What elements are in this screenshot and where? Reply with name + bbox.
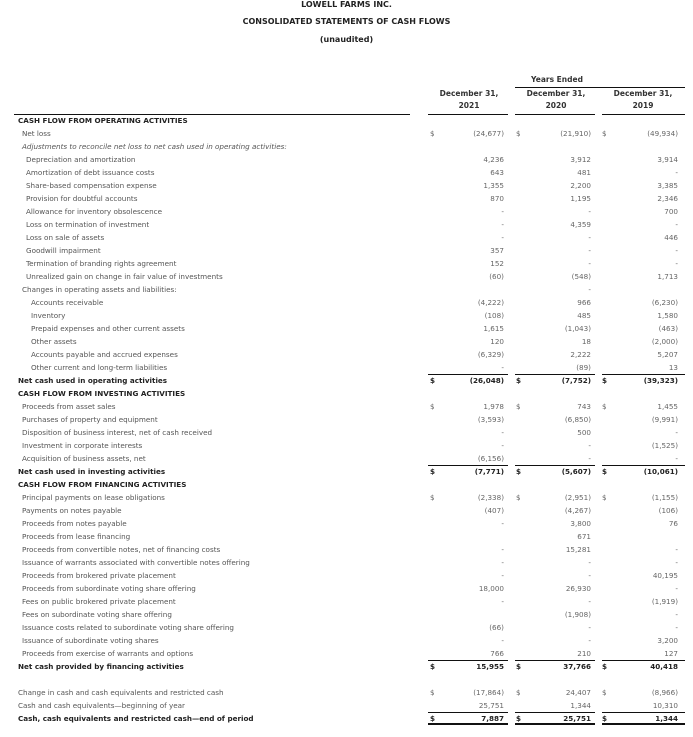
currency-symbol: $ <box>516 688 521 697</box>
cell-value-2020: (6,850) <box>564 415 591 424</box>
cell-value-2019: - <box>675 259 678 268</box>
cell-value-2021: - <box>501 519 504 528</box>
cell-value-2021: (7,771) <box>474 467 504 476</box>
cell-value-2020: 37,766 <box>563 662 591 671</box>
row-label: Net cash provided by financing activities <box>18 662 184 671</box>
table-row <box>0 361 693 374</box>
table-row <box>0 504 693 517</box>
row-label: Adjustments to reconcile net loss to net cash used in operating activities: <box>22 142 287 151</box>
table-row <box>0 621 693 634</box>
cell-value-2019: (1,919) <box>651 597 678 606</box>
cell-value-2020: (21,910) <box>560 129 591 138</box>
table-row <box>0 556 693 569</box>
row-label: Other current and long-term liabilities <box>31 363 168 372</box>
cell-value-2020: - <box>588 233 591 242</box>
row-label: Amortization of debt issuance costs <box>26 168 155 177</box>
currency-symbol: $ <box>430 376 436 385</box>
cell-value-2021: (108) <box>484 311 504 320</box>
cell-value-2019: (106) <box>658 506 678 515</box>
row-label: Goodwill impairment <box>26 246 101 255</box>
cell-value-2021: (2,338) <box>477 493 504 502</box>
cell-value-2019: 3,385 <box>657 181 678 190</box>
cell-value-2019: (8,966) <box>651 688 678 697</box>
cell-value-2021: - <box>501 545 504 554</box>
column-year: 2021 <box>458 101 480 110</box>
row-label: CASH FLOW FROM INVESTING ACTIVITIES <box>18 389 186 398</box>
cell-value-2019: 40,418 <box>650 662 678 671</box>
cell-value-2021: 1,355 <box>483 181 504 190</box>
column-year: 2019 <box>632 101 654 110</box>
cell-value-2020: - <box>588 441 591 450</box>
cell-value-2019: 1,580 <box>657 311 678 320</box>
cell-value-2020: - <box>588 571 591 580</box>
row-label: CASH FLOW FROM OPERATING ACTIVITIES <box>18 116 188 125</box>
row-label: Cash, cash equivalents and restricted cash—end of period <box>18 714 254 723</box>
table-row <box>0 400 693 413</box>
row-label: Proceeds from subordinate voting share offering <box>22 584 196 593</box>
column-date: December 31, <box>439 89 499 98</box>
row-label: Investment in corporate interests <box>22 441 143 450</box>
row-label: Principal payments on lease obligations <box>22 493 165 502</box>
cell-value-2021: (60) <box>489 272 504 281</box>
currency-symbol: $ <box>602 493 607 502</box>
cell-value-2021: (3,593) <box>477 415 504 424</box>
table-row <box>0 699 693 712</box>
cell-value-2020: 481 <box>577 168 591 177</box>
table-row <box>0 517 693 530</box>
row-label: Proceeds from asset sales <box>22 402 116 411</box>
cell-value-2019: 3,914 <box>657 155 678 164</box>
row-label: Unrealized gain on change in fair value of investments <box>26 272 223 281</box>
cell-value-2021: 15,955 <box>476 662 504 671</box>
cell-value-2021: 152 <box>490 259 504 268</box>
row-label: Purchases of property and equipment <box>22 415 158 424</box>
cell-value-2020: 3,800 <box>570 519 591 528</box>
cell-value-2021: 25,751 <box>478 701 504 710</box>
cell-value-2021: (24,677) <box>473 129 504 138</box>
cell-value-2021: (407) <box>484 506 504 515</box>
table-row <box>0 309 693 322</box>
currency-symbol: $ <box>516 714 522 723</box>
table-row <box>0 244 693 257</box>
cell-value-2019: - <box>675 623 678 632</box>
row-label: Other assets <box>31 337 77 346</box>
total-row <box>0 660 693 673</box>
cell-value-2020: (89) <box>576 363 591 372</box>
cell-value-2020: - <box>588 207 591 216</box>
cell-value-2021: - <box>501 233 504 242</box>
cell-value-2021: 357 <box>490 246 504 255</box>
cell-value-2020: (2,951) <box>564 493 591 502</box>
statement-note: (unaudited) <box>319 35 374 44</box>
table-row <box>0 192 693 205</box>
cell-value-2021: 870 <box>490 194 504 203</box>
cell-value-2019: (6,230) <box>651 298 678 307</box>
cell-value-2021: 766 <box>490 649 504 658</box>
table-row <box>0 270 693 283</box>
cell-value-2020: (5,607) <box>561 467 591 476</box>
cell-value-2021: - <box>501 363 504 372</box>
row-label: Provision for doubtful accounts <box>26 194 138 203</box>
table-row <box>0 582 693 595</box>
row-label: Payments on notes payable <box>22 506 122 515</box>
cell-value-2021: (66) <box>489 623 504 632</box>
row-label: Accounts receivable <box>31 298 104 307</box>
cell-value-2019: 446 <box>664 233 678 242</box>
cell-value-2019: 1,344 <box>655 714 678 723</box>
cell-value-2021: - <box>501 441 504 450</box>
cell-value-2019: (2,000) <box>651 337 678 346</box>
cell-value-2020: 1,195 <box>570 194 591 203</box>
cell-value-2020: (1,043) <box>564 324 591 333</box>
company-name: LOWELL FARMS INC. <box>301 0 392 9</box>
currency-symbol: $ <box>516 493 521 502</box>
cell-value-2019: 3,200 <box>657 636 678 645</box>
table-row <box>0 634 693 647</box>
cell-value-2020: 210 <box>577 649 591 658</box>
row-label: Fees on public brokered private placement <box>22 597 176 606</box>
currency-symbol: $ <box>602 714 608 723</box>
cell-value-2019: - <box>675 246 678 255</box>
currency-symbol: $ <box>602 688 607 697</box>
cell-value-2021: - <box>501 207 504 216</box>
currency-symbol: $ <box>516 662 522 671</box>
cell-value-2020: 24,407 <box>565 688 591 697</box>
table-row <box>0 166 693 179</box>
cell-value-2020: 2,222 <box>570 350 591 359</box>
table-row <box>0 426 693 439</box>
currency-symbol: $ <box>602 129 607 138</box>
row-label: Proceeds from convertible notes, net of financing costs <box>22 545 221 554</box>
cell-value-2019: (49,934) <box>647 129 678 138</box>
cell-value-2019: - <box>675 558 678 567</box>
table-row <box>0 647 693 660</box>
row-label: Termination of branding rights agreement <box>26 259 177 268</box>
table-row <box>0 348 693 361</box>
row-label: Depreciation and amortization <box>26 155 136 164</box>
cell-value-2020: 25,751 <box>563 714 591 723</box>
cell-value-2019: - <box>675 584 678 593</box>
cell-value-2019: 5,207 <box>657 350 678 359</box>
table-row <box>0 595 693 608</box>
cell-value-2020: - <box>588 454 591 463</box>
currency-symbol: $ <box>602 467 608 476</box>
total-row <box>0 374 693 387</box>
cell-value-2021: 643 <box>490 168 504 177</box>
cell-value-2020: - <box>588 636 591 645</box>
cell-value-2019: - <box>675 220 678 229</box>
row-label: Inventory <box>31 311 66 320</box>
spacer <box>0 673 693 686</box>
currency-symbol: $ <box>430 714 436 723</box>
table-row <box>0 491 693 504</box>
currency-symbol: $ <box>430 493 435 502</box>
cell-value-2021: (17,864) <box>473 688 504 697</box>
currency-symbol: $ <box>516 129 521 138</box>
cell-value-2019: - <box>675 545 678 554</box>
row-label: Proceeds from lease financing <box>22 532 131 541</box>
statement-title: CONSOLIDATED STATEMENTS OF CASH FLOWS <box>242 17 451 26</box>
cell-value-2021: (26,048) <box>469 376 504 385</box>
currency-symbol: $ <box>602 402 607 411</box>
cell-value-2021: 1,978 <box>483 402 504 411</box>
cell-value-2021: - <box>501 428 504 437</box>
cell-value-2019: (463) <box>658 324 678 333</box>
cell-value-2020: 671 <box>577 532 591 541</box>
cell-value-2020: - <box>588 259 591 268</box>
currency-symbol: $ <box>430 402 435 411</box>
currency-symbol: $ <box>430 688 435 697</box>
row-label: Net cash used in investing activities <box>18 467 166 476</box>
table-row <box>0 283 693 296</box>
table-row <box>0 413 693 426</box>
cell-value-2020: 18 <box>581 337 591 346</box>
row-label: Net loss <box>22 129 51 138</box>
cell-value-2019: - <box>675 168 678 177</box>
cell-value-2019: 76 <box>668 519 678 528</box>
cell-value-2019: 1,455 <box>657 402 678 411</box>
table-row <box>0 569 693 582</box>
table-row <box>0 530 693 543</box>
table-row <box>0 205 693 218</box>
table-row <box>0 153 693 166</box>
cell-value-2021: (6,156) <box>477 454 504 463</box>
row-label: Acquisition of business assets, net <box>22 454 146 463</box>
row-label: Allowance for inventory obsolescence <box>26 207 163 216</box>
cell-value-2019: 127 <box>664 649 678 658</box>
section-header-row <box>0 114 693 127</box>
currency-symbol: $ <box>516 376 522 385</box>
row-label: Loss on sale of assets <box>26 233 105 242</box>
cell-value-2020: 485 <box>577 311 591 320</box>
cell-value-2021: - <box>501 220 504 229</box>
cell-value-2019: 1,713 <box>657 272 678 281</box>
cell-value-2020: 2,200 <box>570 181 591 190</box>
cell-value-2019: - <box>675 428 678 437</box>
row-label: Changes in operating assets and liabilities: <box>22 285 177 294</box>
cell-value-2020: (1,908) <box>564 610 591 619</box>
currency-symbol: $ <box>602 376 608 385</box>
row-label: Accounts payable and accrued expenses <box>31 350 178 359</box>
row-label: Issuance of warrants associated with convertible notes offering <box>22 558 250 567</box>
cell-value-2021: - <box>501 571 504 580</box>
cell-value-2019: (1,155) <box>651 493 678 502</box>
currency-symbol: $ <box>516 467 522 476</box>
table-row <box>0 608 693 621</box>
row-label: Issuance of subordinate voting shares <box>22 636 159 645</box>
cell-value-2020: - <box>588 246 591 255</box>
currency-symbol: $ <box>602 662 608 671</box>
cell-value-2020: 3,912 <box>570 155 591 164</box>
section-header-row <box>0 478 693 491</box>
cell-value-2020: - <box>588 285 591 294</box>
cell-value-2021: - <box>501 597 504 606</box>
row-label: Issuance costs related to subordinate voting share offering <box>22 623 234 632</box>
cell-value-2021: (4,222) <box>477 298 504 307</box>
row-label: Proceeds from notes payable <box>22 519 127 528</box>
cell-value-2020: - <box>588 597 591 606</box>
table-row <box>0 686 693 699</box>
row-label: Proceeds from brokered private placement <box>22 571 176 580</box>
cell-value-2020: (4,267) <box>564 506 591 515</box>
currency-symbol: $ <box>516 402 521 411</box>
cell-value-2019: - <box>675 610 678 619</box>
cell-value-2019: - <box>675 454 678 463</box>
cell-value-2020: 15,281 <box>565 545 591 554</box>
table-row <box>0 218 693 231</box>
cash-flow-table <box>0 114 693 725</box>
cell-value-2020: - <box>588 558 591 567</box>
cell-value-2020: 26,930 <box>565 584 591 593</box>
table-row <box>0 452 693 465</box>
table-row <box>0 439 693 452</box>
column-date: December 31, <box>526 89 586 98</box>
cell-value-2019: 40,195 <box>652 571 678 580</box>
column-header-2019 <box>602 88 684 112</box>
currency-symbol: $ <box>430 467 436 476</box>
cell-value-2021: - <box>501 558 504 567</box>
cell-value-2019: 700 <box>664 207 678 216</box>
row-label: Disposition of business interest, net of cash received <box>22 428 213 437</box>
cell-value-2021: 18,000 <box>478 584 504 593</box>
currency-symbol: $ <box>430 129 435 138</box>
table-row <box>0 179 693 192</box>
row-label: Proceeds from exercise of warrants and options <box>22 649 194 658</box>
cell-value-2019: 13 <box>668 363 678 372</box>
years-ended-header: Years Ended <box>531 75 583 84</box>
table-row <box>0 140 693 153</box>
table-row <box>0 127 693 140</box>
section-header-row <box>0 387 693 400</box>
table-row <box>0 543 693 556</box>
row-label: CASH FLOW FROM FINANCING ACTIVITIES <box>18 480 187 489</box>
cell-value-2019: (10,061) <box>643 467 678 476</box>
cell-value-2019: (39,323) <box>643 376 678 385</box>
table-row <box>0 257 693 270</box>
row-label: Cash and cash equivalents—beginning of year <box>18 701 185 710</box>
row-label: Fees on subordinate voting share offering <box>22 610 172 619</box>
table-row <box>0 335 693 348</box>
cell-value-2020: 743 <box>577 402 591 411</box>
cell-value-2020: 1,344 <box>570 701 591 710</box>
cell-value-2021: 120 <box>490 337 504 346</box>
table-row <box>0 322 693 335</box>
column-header-2020 <box>515 88 597 112</box>
table-row <box>0 296 693 309</box>
row-label: Prepaid expenses and other current assets <box>31 324 185 333</box>
cell-value-2019: (1,525) <box>651 441 678 450</box>
cell-value-2020: (548) <box>571 272 591 281</box>
column-header-2021 <box>428 88 510 112</box>
cell-value-2021: 1,615 <box>483 324 504 333</box>
cell-value-2020: 966 <box>577 298 591 307</box>
total-row <box>0 465 693 478</box>
cell-value-2019: 2,346 <box>657 194 678 203</box>
cell-value-2021: 7,887 <box>481 714 504 723</box>
cell-value-2020: - <box>588 623 591 632</box>
row-label: Loss on termination of investment <box>26 220 150 229</box>
column-year: 2020 <box>545 101 567 110</box>
cell-value-2021: 4,236 <box>483 155 504 164</box>
cell-value-2021: (6,329) <box>477 350 504 359</box>
cell-value-2019: (9,991) <box>651 415 678 424</box>
currency-symbol: $ <box>430 662 436 671</box>
total-row <box>0 712 693 725</box>
column-date: December 31, <box>613 89 673 98</box>
row-label: Share-based compensation expense <box>26 181 157 190</box>
cell-value-2020: 500 <box>577 428 591 437</box>
row-label: Change in cash and cash equivalents and restricted cash <box>18 688 224 697</box>
table-row <box>0 231 693 244</box>
cell-value-2021: - <box>501 636 504 645</box>
cell-value-2019: 10,310 <box>652 701 678 710</box>
cell-value-2020: (7,752) <box>561 376 591 385</box>
cell-value-2020: 4,359 <box>570 220 591 229</box>
row-label: Net cash used in operating activities <box>18 376 168 385</box>
